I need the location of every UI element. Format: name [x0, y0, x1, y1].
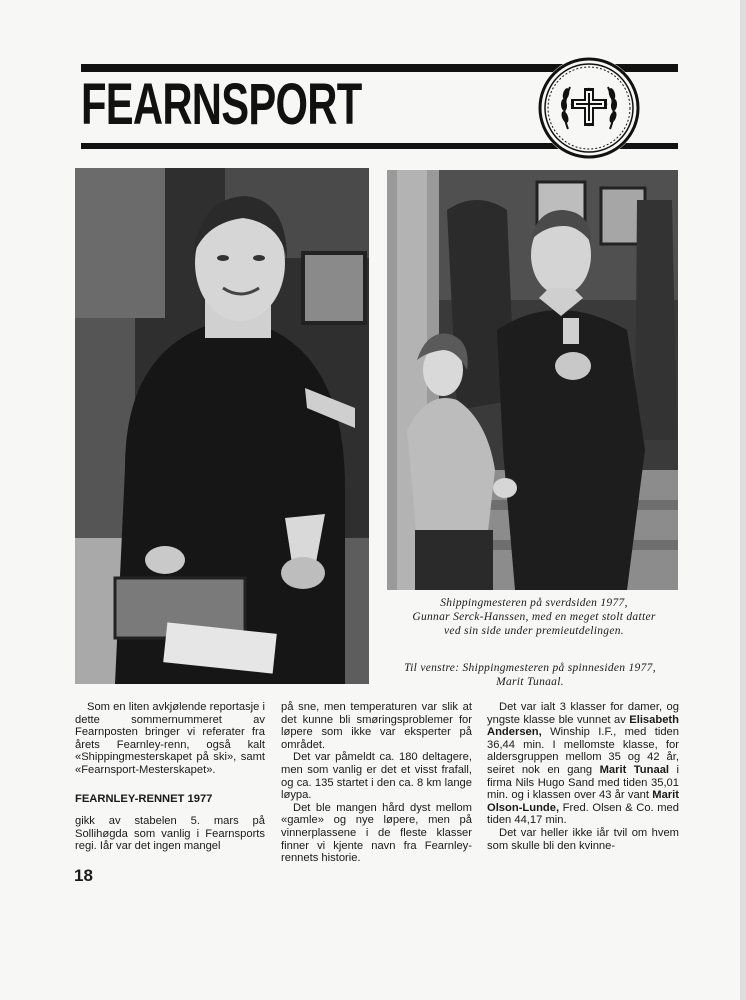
photo-gunnar-serck-hanssen — [387, 170, 678, 590]
article-column-2 — [281, 701, 472, 865]
article-paragraph: på sne, men temperaturen var slik at det kunne bli smøringsproblemer for løpere som ikke var eksperter på området. — [281, 701, 472, 751]
caption-line: Gunnar Serck-Hanssen, med en meget stolt datter — [412, 611, 656, 623]
article-column-3 — [487, 701, 679, 852]
photo-marit-tunaal — [75, 168, 369, 684]
page-edge — [740, 0, 746, 1000]
caption-left-photo — [380, 661, 680, 689]
caption-line: Til venstre: Shippingmesteren på spinnesiden 1977, — [404, 662, 656, 674]
article-paragraph: Det var heller ikke iår tvil om hvem som skulle bli den kvinne- — [487, 826, 679, 852]
text-run: Fred. Olsen & Co. med tiden 44,17 min. — [487, 801, 679, 827]
masthead-title: FEARNSPORT — [81, 72, 362, 137]
page-number: 18 — [74, 866, 93, 885]
caption-line: Shippingmesteren på sverdsiden 1977, — [440, 597, 628, 609]
winner-name: Marit Olson-Lunde, — [487, 789, 679, 814]
text-run: Winship I.F., med tiden 36,44 min. I mellomste klasse, for aldersgruppen mellom 35 og 42 år, seiret nok en gang — [487, 726, 679, 776]
article-paragraph: Det var påmeldt ca. 180 deltagere, men som vanlig er det et visst frafall, og ca. 135 startet i den ca. 8 km lange løypa. — [281, 751, 472, 802]
article-intro: Som en liten avkjølende reportasje i dette sommernummeret av Fearnposten bringer vi referater fra årets Fearnley-renn, også kalt «Shippingmesterskapet på ski», samt «Fearnsport-Mesterskapet». — [75, 701, 265, 776]
caption-line: Marit Tunaal. — [496, 676, 564, 688]
winner-name: Elisabeth Andersen, — [487, 713, 679, 739]
article-paragraph: Det ble mangen hård dyst mellom «gamle» og nye løpere, men på vinnerplassene i de fleste klasser finner vi kjente navn fra Fearnley-rennets historie. — [281, 801, 472, 865]
winner-name: Marit Tunaal — [599, 763, 670, 776]
text-run: i firma Nils Hugo Sand med tiden 35,01 min. og i klassen over 43 år vant — [487, 763, 679, 802]
article-subheading: FEARNLEY-RENNET 1977 — [75, 792, 213, 805]
club-emblem-icon — [538, 57, 640, 159]
text-run: Det var ialt 3 klasser for damer, og yngste klasse ble vunnet av — [487, 701, 679, 726]
article-column-1 — [75, 701, 265, 853]
article-paragraph — [487, 701, 679, 827]
caption-line: ved sin side under premieutdelingen. — [444, 625, 624, 637]
caption-right-photo — [388, 596, 680, 638]
article-paragraph: gikk av stabelen 5. mars på Sollihøgda som vanlig i Fearnsports regi. Iår var det ingen mangel — [75, 815, 265, 853]
